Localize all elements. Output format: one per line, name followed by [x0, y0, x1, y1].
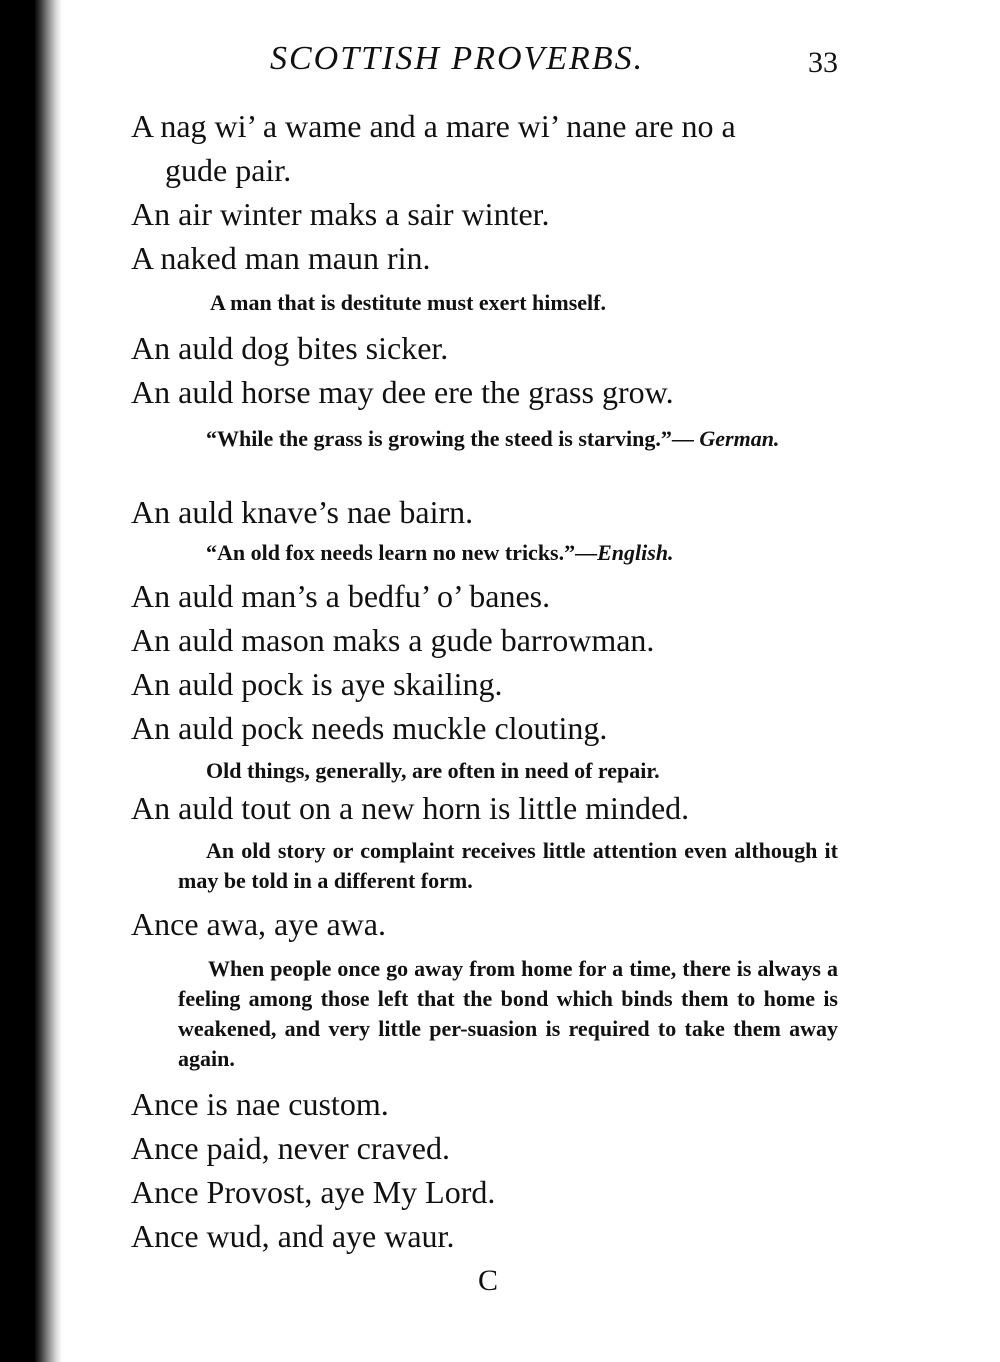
proverb-line: gude pair.	[165, 152, 292, 188]
proverb: An auld pock is aye skailing.	[131, 666, 503, 702]
proverb: An air winter maks a sair winter.	[131, 196, 550, 232]
proverb-note	[206, 538, 846, 568]
proverb-note: An old story or complaint receives little attention even although it may be told in a different form.	[178, 838, 838, 893]
proverb	[131, 104, 851, 192]
note-quote: “While the grass is growing the steed is starving.”—	[206, 426, 694, 451]
proverb: Ance paid, never craved.	[131, 1130, 450, 1166]
proverb: An auld tout on a new horn is little minded.	[131, 790, 690, 826]
proverb-note	[178, 424, 840, 454]
signature-mark: C	[478, 1264, 499, 1297]
proverb-line: A nag wi’ a wame and a mare wi’ nane are no a	[131, 108, 736, 144]
note-source: English.	[597, 540, 674, 565]
proverb-note: A man that is destitute must exert himself.	[210, 290, 606, 315]
proverb-note: Old things, generally, are often in need of repair.	[206, 758, 660, 783]
proverb: An auld mason maks a gude barrowman.	[131, 622, 655, 658]
running-title: SCOTTISH PROVERBS.	[270, 40, 645, 77]
proverb: An auld horse may dee ere the grass grow.	[131, 374, 674, 410]
proverb: An auld man’s a bedfu’ o’ banes.	[131, 578, 551, 614]
proverb: A naked man maun rin.	[131, 240, 431, 276]
page-number: 33	[808, 46, 838, 79]
note-quote: “An old fox needs learn no new tricks.”—	[206, 540, 598, 565]
proverb: Ance awa, aye awa.	[131, 906, 386, 942]
note-source: German.	[699, 426, 780, 451]
proverb: An auld pock needs muckle clouting.	[131, 710, 608, 746]
proverb-note: When people once go away from home for a time, there is always a feeling among those left that the bond which binds them to home is weakened, and very little per-suasion is required to take them away again.	[178, 956, 838, 1071]
proverb: Ance wud, and aye waur.	[131, 1218, 455, 1254]
proverb: An auld dog bites sicker.	[131, 330, 449, 366]
proverb: Ance is nae custom.	[131, 1086, 389, 1122]
proverb: Ance Provost, aye My Lord.	[131, 1174, 496, 1210]
proverb: An auld knave’s nae bairn.	[131, 494, 474, 530]
